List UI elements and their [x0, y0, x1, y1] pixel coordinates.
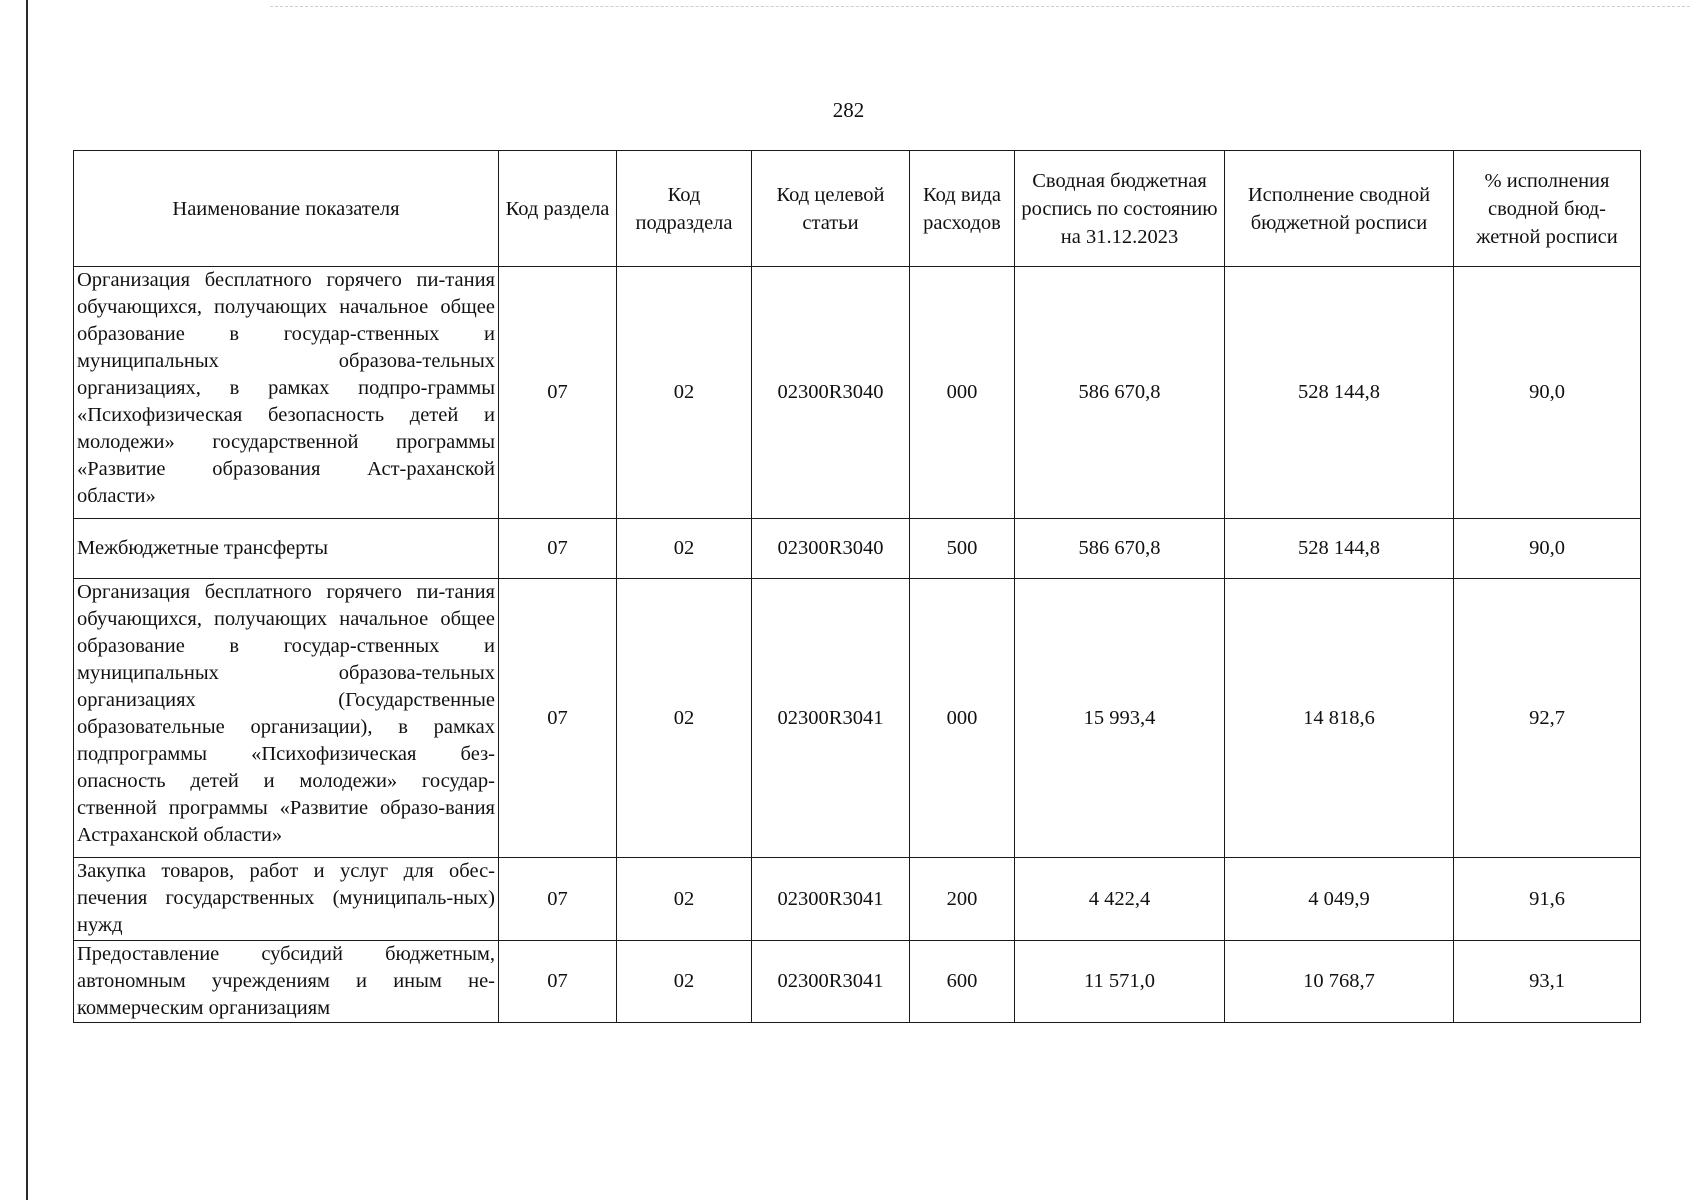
cell-expense-kind-code: 000	[910, 579, 1015, 858]
cell-section-code: 07	[499, 519, 617, 579]
cell-indicator-name: Организация бесплатного горячего пи-тания обучающихся, получающих начальное общее образование в государ-ственных и муниципальных образова-тельных организациях (Государственные образовательные организации), в рамках подпрограммы «Психофизическая без-опасность детей и молодежи» государ-ственной программы «Развитие образо-вания Астраханской области»	[74, 579, 499, 858]
cell-target-code: 02300R3041	[752, 858, 910, 941]
cell-target-code: 02300R3041	[752, 579, 910, 858]
budget-execution-table	[73, 150, 1641, 1023]
scan-top-edge	[270, 6, 1690, 7]
cell-budget-plan: 11 571,0	[1015, 941, 1225, 1023]
table-row	[74, 941, 1641, 1023]
table-row	[74, 267, 1641, 519]
binding-margin-line	[26, 0, 28, 1200]
cell-target-code: 02300R3040	[752, 267, 910, 519]
cell-execution-percent: 90,0	[1454, 267, 1641, 519]
cell-budget-execution: 528 144,8	[1225, 267, 1454, 519]
header-execution-percent: % исполнения сводной бюд-жетной росписи	[1454, 151, 1641, 267]
cell-budget-execution: 528 144,8	[1225, 519, 1454, 579]
cell-expense-kind-code: 600	[910, 941, 1015, 1023]
table-row	[74, 858, 1641, 941]
cell-subsection-code: 02	[617, 858, 752, 941]
cell-budget-plan: 586 670,8	[1015, 267, 1225, 519]
cell-budget-execution: 4 049,9	[1225, 858, 1454, 941]
cell-subsection-code: 02	[617, 941, 752, 1023]
header-budget-plan: Сводная бюджетная роспись по состоянию на 31.12.2023	[1015, 151, 1225, 267]
cell-subsection-code: 02	[617, 519, 752, 579]
cell-section-code: 07	[499, 579, 617, 858]
cell-section-code: 07	[499, 858, 617, 941]
cell-section-code: 07	[499, 267, 617, 519]
cell-budget-execution: 10 768,7	[1225, 941, 1454, 1023]
cell-execution-percent: 93,1	[1454, 941, 1641, 1023]
table-header-row	[74, 151, 1641, 267]
page-number: 282	[832, 98, 865, 122]
cell-budget-plan: 4 422,4	[1015, 858, 1225, 941]
cell-budget-plan: 15 993,4	[1015, 579, 1225, 858]
cell-indicator-name: Предоставление субсидий бюджетным, автономным учреждениям и иным не-коммерческим организациям	[74, 941, 499, 1023]
table-row	[74, 579, 1641, 858]
cell-execution-percent: 90,0	[1454, 519, 1641, 579]
header-expense-kind-code: Код вида расходов	[910, 151, 1015, 267]
header-subsection-code: Код подраздела	[617, 151, 752, 267]
cell-section-code: 07	[499, 941, 617, 1023]
cell-target-code: 02300R3041	[752, 941, 910, 1023]
cell-execution-percent: 91,6	[1454, 858, 1641, 941]
cell-execution-percent: 92,7	[1454, 579, 1641, 858]
cell-expense-kind-code: 200	[910, 858, 1015, 941]
header-budget-execution: Исполнение сводной бюджетной росписи	[1225, 151, 1454, 267]
cell-indicator-name: Межбюджетные трансферты	[74, 519, 499, 579]
cell-subsection-code: 02	[617, 579, 752, 858]
cell-subsection-code: 02	[617, 267, 752, 519]
table-row	[74, 519, 1641, 579]
header-target-code: Код целевой статьи	[752, 151, 910, 267]
cell-indicator-name: Организация бесплатного горячего пи-тания обучающихся, получающих начальное общее образование в государ-ственных и муниципальных образова-тельных организациях, в рамках подпро-граммы «Психофизическая безопасность детей и молодежи» государственной программы «Развитие образования Аст-раханской области»	[74, 267, 499, 519]
header-section-code: Код раздела	[499, 151, 617, 267]
cell-expense-kind-code: 000	[910, 267, 1015, 519]
cell-target-code: 02300R3040	[752, 519, 910, 579]
cell-budget-execution: 14 818,6	[1225, 579, 1454, 858]
cell-expense-kind-code: 500	[910, 519, 1015, 579]
cell-budget-plan: 586 670,8	[1015, 519, 1225, 579]
cell-indicator-name: Закупка товаров, работ и услуг для обес-печения государственных (муниципаль-ных) нужд	[74, 858, 499, 941]
header-indicator-name: Наименование показателя	[74, 151, 499, 267]
